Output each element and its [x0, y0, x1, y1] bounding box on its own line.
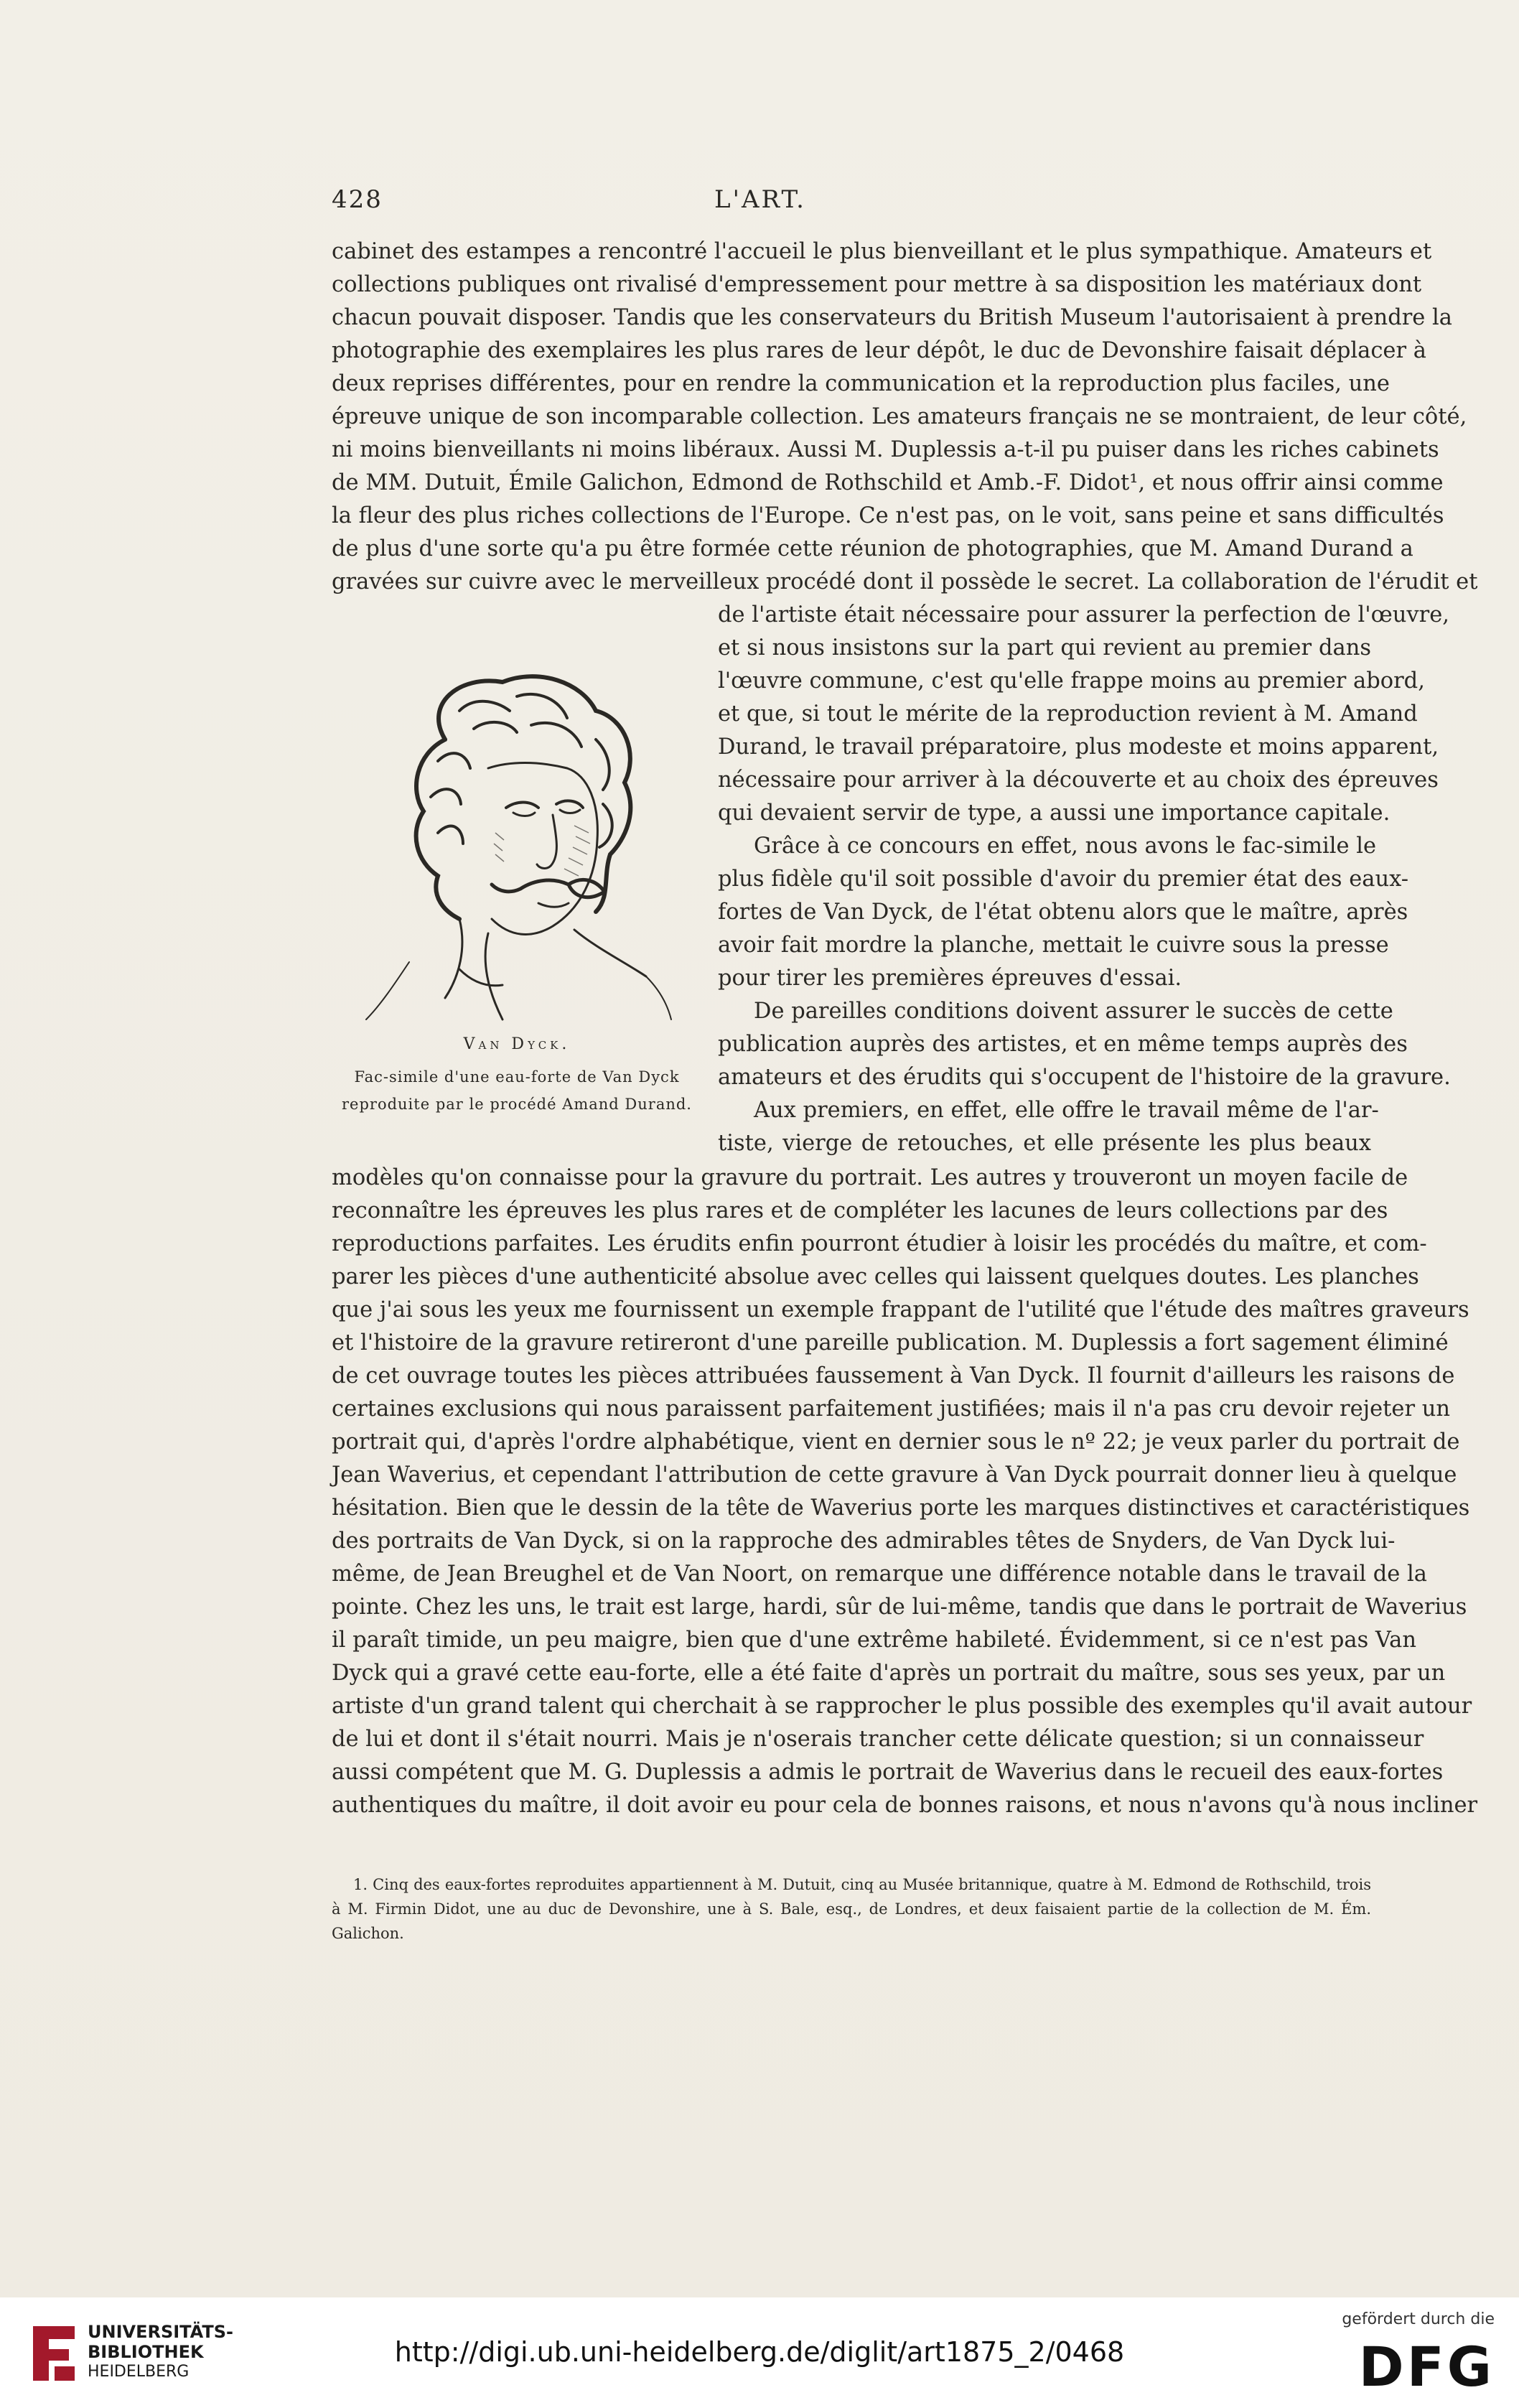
- text-line: pour tirer les premières épreuves d'essai.: [718, 966, 1182, 991]
- text-line: plus fidèle qu'il soit possible d'avoir du premier état des eaux-: [718, 867, 1409, 892]
- text-line: artiste d'un grand talent qui cherchait à se rapprocher le plus possible des exemples qu'il avait autour: [332, 1694, 1472, 1719]
- portrait-etching: [337, 661, 696, 1034]
- text-line: deux reprises différentes, pour en rendre la communication et la reproduction plus faciles, une: [332, 371, 1390, 396]
- text-line: certaines exclusions qui nous paraissent parfaitement justifiées; mais il n'a pas cru devoir rejeter un: [332, 1396, 1451, 1422]
- text-line: pointe. Chez les uns, le trait est large, hardi, sûr de lui-même, tandis que dans le portrait de Waverius: [332, 1595, 1467, 1620]
- viewer-footer: [0, 2297, 1519, 2408]
- text-line: portrait qui, d'après l'ordre alphabétique, vient en dernier sous le nº 22; je veux parler du portrait de: [332, 1429, 1460, 1455]
- figure-title: Van Dyck.: [463, 1035, 571, 1053]
- text-line: et l'histoire de la gravure retireront d'une pareille publication. M. Duplessis a fort sagement éliminé: [332, 1330, 1449, 1355]
- text-line: hésitation. Bien que le dessin de la tête de Waverius porte les marques distinctives et caractéristiques: [332, 1495, 1470, 1521]
- text-line: de l'artiste était nécessaire pour assurer la perfection de l'œuvre,: [718, 602, 1449, 627]
- text-line: épreuve unique de son incomparable collection. Les amateurs français ne se montraient, de leur côté,: [332, 404, 1467, 429]
- footnote-line: à M. Firmin Didot, une au duc de Devonshire, une à S. Bale, esq., de Londres, et deux faisaient partie de la collection de M. Ém.: [332, 1900, 1371, 1918]
- text-line: Jean Waverius, et cependant l'attribution de cette gravure à Van Dyck pourrait donner lieu à quelque: [332, 1462, 1457, 1488]
- text-line: parer les pièces d'une authenticité absolue avec celles qui laissent quelques doutes. Les planches: [332, 1264, 1419, 1289]
- text-line: gravées sur cuivre avec le merveilleux procédé dont il possède le secret. La collaboration de l'érudit et: [332, 569, 1478, 594]
- text-line: de MM. Dutuit, Émile Galichon, Edmond de Rothschild et Amb.-F. Didot¹, et nous offrir ainsi comme: [332, 470, 1444, 495]
- text-line: ni moins bienveillants ni moins libéraux. Aussi M. Duplessis a-t-il pu puiser dans les riches cabinets: [332, 437, 1439, 462]
- text-line: et si nous insistons sur la part qui revient au premier dans: [718, 635, 1371, 661]
- running-head: [332, 185, 1189, 220]
- text-line: même, de Jean Breughel et de Van Noort, on remarque une différence notable dans le travail de la: [332, 1562, 1427, 1587]
- journal-title: L'ART.: [714, 185, 806, 214]
- text-line: De pareilles conditions doivent assurer le succès de cette: [754, 999, 1393, 1024]
- text-line: qui devaient servir de type, a aussi une importance capitale.: [718, 801, 1391, 826]
- text-line: tiste, vierge de retouches, et elle présente les plus beaux: [718, 1131, 1371, 1156]
- text-line: Grâce à ce concours en effet, nous avons le fac-simile le: [754, 834, 1377, 859]
- funding-note: gefördert durch die: [1342, 2310, 1495, 2328]
- institution-line: BIBLIOTHEK: [88, 2342, 204, 2362]
- document-permalink[interactable]: http://digi.ub.uni-heidelberg.de/diglit/art1875_2/0468: [394, 2336, 1125, 2368]
- body-text-top: [332, 235, 1478, 599]
- figure-caption-line: reproduite par le procédé Amand Durand.: [342, 1096, 692, 1113]
- footnote: [332, 1872, 1371, 1946]
- text-line: Aux premiers, en effet, elle offre le travail même de l'ar-: [754, 1098, 1379, 1123]
- van-dyck-portrait-figure: [337, 661, 696, 1127]
- institution-line: UNIVERSITÄTS-: [88, 2322, 234, 2342]
- page-number: 428: [332, 185, 383, 214]
- text-line: des portraits de Van Dyck, si on la rapproche des admirables têtes de Snyders, de Van Dyck lui-: [332, 1529, 1396, 1554]
- text-line: publication auprès des artistes, et en même temps auprès des: [718, 1032, 1408, 1057]
- text-line: modèles qu'on connaisse pour la gravure du portrait. Les autres y trouveront un moyen facile de: [332, 1165, 1408, 1190]
- text-line: Dyck qui a gravé cette eau-forte, elle a été faite d'après un portrait du maître, sous ses yeux, par un: [332, 1661, 1446, 1686]
- text-line: cabinet des estampes a rencontré l'accueil le plus bienveillant et le plus sympathique. Amateurs et: [332, 239, 1432, 264]
- text-line: de plus d'une sorte qu'a pu être formée cette réunion de photographies, que M. Amand Durand a: [332, 536, 1413, 561]
- text-line: l'œuvre commune, c'est qu'elle frappe moins au premier abord,: [718, 668, 1425, 694]
- text-line: collections publiques ont rivalisé d'empressement pour mettre à sa disposition les matériaux dont: [332, 272, 1422, 297]
- text-line: chacun pouvait disposer. Tandis que les conservateurs du British Museum l'autorisaient à prendre la: [332, 305, 1452, 330]
- text-line: reconnaître les épreuves les plus rares et de compléter les lacunes de leurs collections par des: [332, 1198, 1388, 1223]
- text-line: Durand, le travail préparatoire, plus modeste et moins apparent,: [718, 734, 1439, 760]
- text-line: fortes de Van Dyck, de l'état obtenu alors que le maître, après: [718, 900, 1408, 925]
- text-line: reproductions parfaites. Les érudits enfin pourront étudier à loisir les procédés du maître, et com-: [332, 1231, 1427, 1256]
- text-line: de lui et dont il s'était nourri. Mais je n'oserais trancher cette délicate question; si un connaisseur: [332, 1727, 1424, 1752]
- text-line: que j'ai sous les yeux me fournissent un exemple frappant de l'utilité que l'étude des maîtres graveurs: [332, 1297, 1469, 1322]
- text-line: de cet ouvrage toutes les pièces attribuées faussement à Van Dyck. Il fournit d'ailleurs les raisons de: [332, 1363, 1455, 1389]
- text-line: la fleur des plus riches collections de l'Europe. Ce n'est pas, on le voit, sans peine et sans difficultés: [332, 503, 1444, 528]
- text-line: photographie des exemplaires les plus rares de leur dépôt, le duc de Devonshire faisait déplacer à: [332, 338, 1426, 363]
- figure-caption-line: Fac-simile d'une eau-forte de Van Dyck: [354, 1068, 680, 1086]
- footnote-line: 1. Cinq des eaux-fortes reproduites appartiennent à M. Dutuit, cinq au Musée britannique, quatre à M. Edmond de Rothschild, trois: [353, 1876, 1371, 1893]
- footnote-line: Galichon.: [332, 1925, 404, 1942]
- body-text-beside-figure: [718, 599, 1451, 1160]
- dfg-logo[interactable]: DFG: [1358, 2335, 1495, 2399]
- text-line: aussi compétent que M. G. Duplessis a admis le portrait de Waverius dans le recueil des eaux-fortes: [332, 1760, 1444, 1785]
- text-line: il paraît timide, un peu maigre, bien que d'une extrême habileté. Évidemment, si ce n'est pas Van: [332, 1628, 1416, 1653]
- institution-line: HEIDELBERG: [88, 2363, 190, 2381]
- text-line: avoir fait mordre la planche, mettait le cuivre sous la presse: [718, 933, 1389, 958]
- text-line: authentiques du maître, il doit avoir eu pour cela de bonnes raisons, et nous n'avons qu'à nous incliner: [332, 1793, 1478, 1818]
- text-line: et que, si tout le mérite de la reproduction revient à M. Amand: [718, 701, 1418, 727]
- text-line: nécessaire pour arriver à la découverte et au choix des épreuves: [718, 767, 1439, 793]
- body-text-bottom: [332, 1162, 1478, 1822]
- text-line: amateurs et des érudits qui s'occupent de l'histoire de la gravure.: [718, 1065, 1451, 1090]
